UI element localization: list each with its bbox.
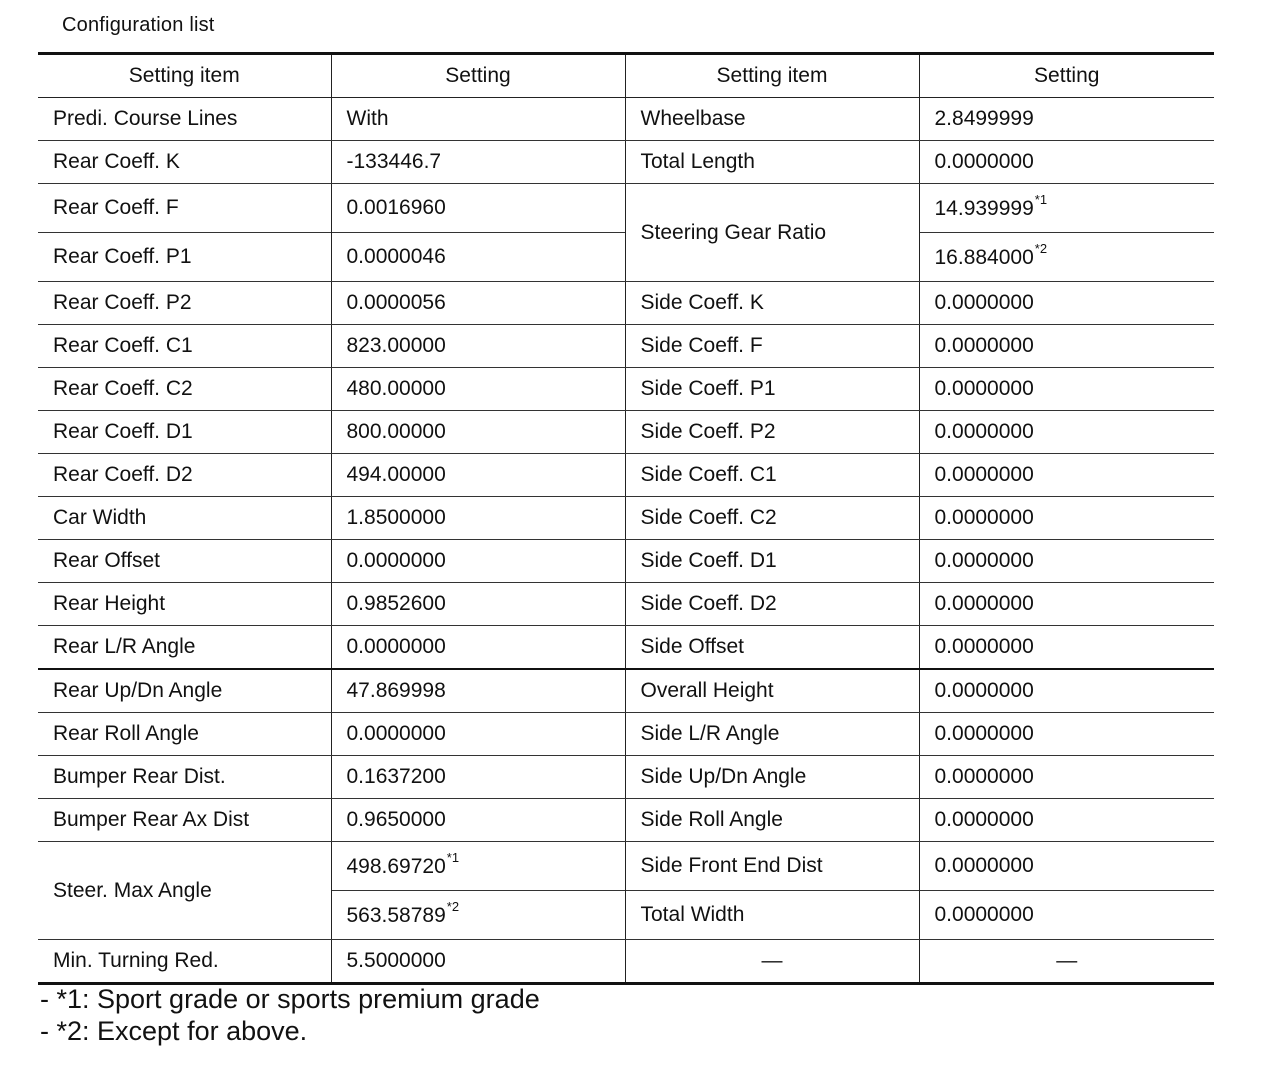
table-row — [38, 583, 1214, 626]
value-cell — [919, 233, 1214, 282]
item-cell: Steer. Max Angle — [38, 842, 331, 940]
header-row — [38, 54, 1214, 98]
value-cell: 0.9650000 — [331, 799, 625, 842]
item-cell: Rear Roll Angle — [38, 713, 331, 756]
item-cell: Overall Height — [625, 669, 919, 713]
header-setting-left: Setting — [331, 54, 625, 98]
value-cell: 5.5000000 — [331, 940, 625, 984]
value-cell: 1.8500000 — [331, 497, 625, 540]
item-cell: Side Up/Dn Angle — [625, 756, 919, 799]
value-cell: 0.0000000 — [919, 282, 1214, 325]
value-cell: 0.0000000 — [919, 325, 1214, 368]
value-cell: 0.0000000 — [919, 368, 1214, 411]
table-row — [38, 184, 1214, 233]
table-row — [38, 368, 1214, 411]
item-cell: Predi. Course Lines — [38, 98, 331, 141]
value-cell: 0.0000000 — [919, 799, 1214, 842]
item-cell: Rear L/R Angle — [38, 626, 331, 670]
table-row — [38, 669, 1214, 713]
table-row — [38, 282, 1214, 325]
table-row — [38, 98, 1214, 141]
table-row — [38, 540, 1214, 583]
value-cell: 0.0000000 — [331, 713, 625, 756]
item-cell: Min. Turning Red. — [38, 940, 331, 984]
item-cell: Rear Coeff. D1 — [38, 411, 331, 454]
item-cell: Total Length — [625, 141, 919, 184]
header-setting-item-right: Setting item — [625, 54, 919, 98]
item-cell: Rear Coeff. P1 — [38, 233, 331, 282]
footnote-marker: *1 — [446, 850, 460, 865]
value-cell: 0.0000000 — [919, 411, 1214, 454]
item-cell: Total Width — [625, 891, 919, 940]
item-cell: Side Coeff. P1 — [625, 368, 919, 411]
value-cell: 0.0000000 — [331, 540, 625, 583]
item-cell: Side Front End Dist — [625, 842, 919, 891]
footnote-marker: *2 — [1034, 241, 1048, 256]
value-cell: 0.0000000 — [919, 626, 1214, 670]
value-cell: 0.0000000 — [919, 141, 1214, 184]
item-cell: Side Coeff. D2 — [625, 583, 919, 626]
value-cell: 47.869998 — [331, 669, 625, 713]
item-cell: Car Width — [38, 497, 331, 540]
value-cell: 0.0000000 — [331, 626, 625, 670]
value-text: 563.58789 — [346, 904, 446, 927]
footnote-1: - *1: Sport grade or sports premium grade — [40, 984, 540, 1014]
value-cell: 0.9852600 — [331, 583, 625, 626]
item-cell: Bumper Rear Dist. — [38, 756, 331, 799]
value-cell: 823.00000 — [331, 325, 625, 368]
item-cell: Side Coeff. K — [625, 282, 919, 325]
value-cell: 494.00000 — [331, 454, 625, 497]
value-text: 16.884000 — [934, 246, 1034, 269]
item-cell: Rear Height — [38, 583, 331, 626]
table-row — [38, 497, 1214, 540]
value-cell: 0.0000000 — [919, 454, 1214, 497]
table-row — [38, 799, 1214, 842]
table-row — [38, 756, 1214, 799]
table-row — [38, 141, 1214, 184]
value-cell: 0.0000000 — [919, 583, 1214, 626]
item-cell: Rear Coeff. C2 — [38, 368, 331, 411]
value-cell: With — [331, 98, 625, 141]
item-cell: Side Coeff. D1 — [625, 540, 919, 583]
item-cell: Rear Coeff. C1 — [38, 325, 331, 368]
item-cell: Rear Coeff. D2 — [38, 454, 331, 497]
item-cell: Wheelbase — [625, 98, 919, 141]
item-cell: Side Coeff. F — [625, 325, 919, 368]
item-cell: Bumper Rear Ax Dist — [38, 799, 331, 842]
value-text: 498.69720 — [346, 855, 446, 878]
table-row — [38, 411, 1214, 454]
value-cell: -133446.7 — [331, 141, 625, 184]
table-caption: Configuration list — [62, 14, 215, 36]
header-setting-right: Setting — [919, 54, 1214, 98]
value-cell: 0.0000056 — [331, 282, 625, 325]
table-row — [38, 713, 1214, 756]
empty-dash-cell: — — [919, 940, 1214, 984]
item-cell: Side Coeff. C2 — [625, 497, 919, 540]
value-cell: 0.0016960 — [331, 184, 625, 233]
value-cell: 0.0000000 — [919, 756, 1214, 799]
value-cell: 0.0000000 — [919, 842, 1214, 891]
value-cell — [331, 842, 625, 891]
footnote-marker: *2 — [446, 899, 460, 914]
footnote-2: - *2: Except for above. — [40, 1016, 308, 1046]
item-cell: Side Coeff. P2 — [625, 411, 919, 454]
value-cell: 0.0000000 — [919, 540, 1214, 583]
header-setting-item-left: Setting item — [38, 54, 331, 98]
item-cell: Rear Offset — [38, 540, 331, 583]
item-cell: Rear Coeff. K — [38, 141, 331, 184]
value-cell: 0.1637200 — [331, 756, 625, 799]
item-cell: Steering Gear Ratio — [625, 184, 919, 282]
value-cell: 0.0000000 — [919, 713, 1214, 756]
table-row — [38, 626, 1214, 670]
value-cell: 0.0000046 — [331, 233, 625, 282]
item-cell: Side Offset — [625, 626, 919, 670]
value-cell: 480.00000 — [331, 368, 625, 411]
item-cell: Side L/R Angle — [625, 713, 919, 756]
item-cell: Rear Coeff. F — [38, 184, 331, 233]
value-cell: 0.0000000 — [919, 497, 1214, 540]
table-row — [38, 454, 1214, 497]
table-row — [38, 940, 1214, 984]
empty-dash-cell: — — [625, 940, 919, 984]
table-row — [38, 842, 1214, 891]
value-cell: 0.0000000 — [919, 891, 1214, 940]
item-cell: Rear Up/Dn Angle — [38, 669, 331, 713]
value-cell: 800.00000 — [331, 411, 625, 454]
item-cell: Side Coeff. C1 — [625, 454, 919, 497]
value-cell — [331, 891, 625, 940]
footnote-marker: *1 — [1034, 192, 1048, 207]
value-cell: 2.8499999 — [919, 98, 1214, 141]
table-row — [38, 325, 1214, 368]
value-text: 14.939999 — [934, 197, 1034, 220]
value-cell: 0.0000000 — [919, 669, 1214, 713]
value-cell — [919, 184, 1214, 233]
configuration-table — [38, 52, 1214, 985]
item-cell: Side Roll Angle — [625, 799, 919, 842]
item-cell: Rear Coeff. P2 — [38, 282, 331, 325]
